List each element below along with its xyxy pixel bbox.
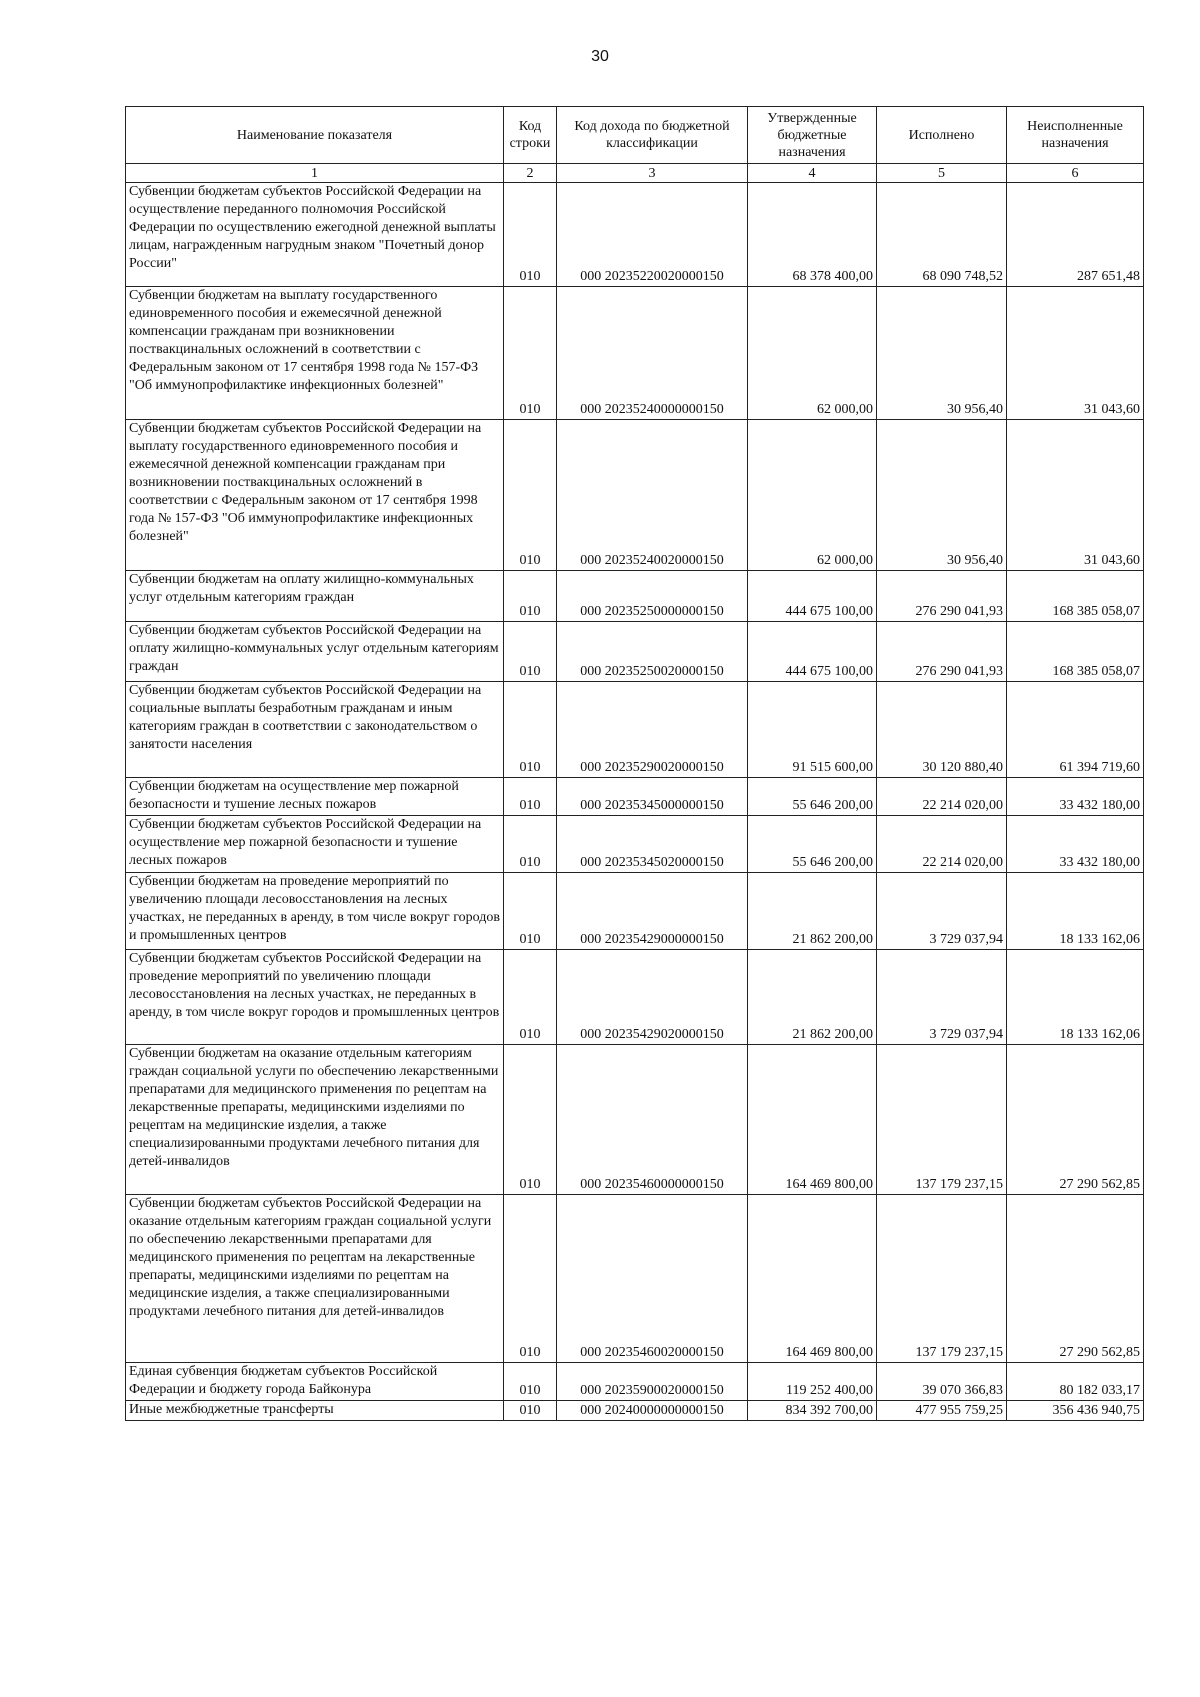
header-indicator-name: Наименование показателя [126,107,504,164]
line-code: 010 [504,873,557,950]
table-row [126,816,1144,873]
table-row [126,873,1144,950]
unexecuted-amount: 27 290 562,85 [1007,1195,1144,1363]
indicator-name: Единая субвенция бюджетам субъектов Российской Федерации и бюджету города Байконура [126,1363,504,1401]
approved-amount: 444 675 100,00 [748,622,877,682]
indicator-name: Субвенции бюджетам субъектов Российской Федерации на осуществление мер пожарной безопасности и тушение лесных пожаров [126,816,504,873]
executed-amount: 22 214 020,00 [877,778,1007,816]
unexecuted-amount: 168 385 058,07 [1007,622,1144,682]
unexecuted-amount: 31 043,60 [1007,420,1144,571]
line-code: 010 [504,287,557,420]
header-executed: Исполнено [877,107,1007,164]
unexecuted-amount: 356 436 940,75 [1007,1401,1144,1421]
indicator-name: Субвенции бюджетам субъектов Российской Федерации на проведение мероприятий по увеличению площади лесовосстановления на лесных участках, не переданных в аренду, в том числе вокруг городов и промышленных центров [126,950,504,1045]
approved-amount: 68 378 400,00 [748,183,877,287]
income-code: 000 20235900020000150 [557,1363,748,1401]
indicator-name: Субвенции бюджетам субъектов Российской Федерации на выплату государственного единовременного пособия и ежемесячной денежной компенсации гражданам при возникновении поствакцинальных осложнений в соответствии с Федеральным законом от 17 сентября 1998 года № 157-ФЗ "Об иммунопрофилактике инфекционных болезней" [126,420,504,571]
line-code: 010 [504,816,557,873]
header-unexecuted: Неисполненные назначения [1007,107,1144,164]
approved-amount: 164 469 800,00 [748,1195,877,1363]
indicator-name: Субвенции бюджетам на выплату государственного единовременного пособия и ежемесячной денежной компенсации гражданам при возникновении поствакцинальных осложнений в соответствии с Федеральным законом от 17 сентября 1998 года № 157-ФЗ "Об иммунопрофилактике инфекционных болезней" [126,287,504,420]
header-row [126,107,1144,164]
line-code: 010 [504,1401,557,1421]
executed-amount: 3 729 037,94 [877,950,1007,1045]
line-code: 010 [504,1363,557,1401]
indicator-name: Субвенции бюджетам субъектов Российской Федерации на осуществление переданного полномочия Российской Федерации по осуществлению ежегодной денежной выплаты лицам, награжденным нагрудным знаком "Почетный донор России" [126,183,504,287]
line-code: 010 [504,950,557,1045]
table-row [126,1045,1144,1195]
indicator-name: Субвенции бюджетам на проведение мероприятий по увеличению площади лесовосстановления на лесных участках, не переданных в аренду, в том числе вокруг городов и промышленных центров [126,873,504,950]
line-code: 010 [504,420,557,571]
table-row [126,1401,1144,1421]
line-code: 010 [504,682,557,778]
approved-amount: 834 392 700,00 [748,1401,877,1421]
table-row [126,183,1144,287]
indicator-name: Иные межбюджетные трансферты [126,1401,504,1421]
income-code: 000 20235240000000150 [557,287,748,420]
unexecuted-amount: 168 385 058,07 [1007,571,1144,622]
table-row [126,1195,1144,1363]
unexecuted-amount: 18 133 162,06 [1007,873,1144,950]
income-code: 000 20235345000000150 [557,778,748,816]
executed-amount: 276 290 041,93 [877,622,1007,682]
indicator-name: Субвенции бюджетам субъектов Российской Федерации на социальные выплаты безработным гражданам и иным категориям граждан в соответствии с законодательством о занятости населения [126,682,504,778]
indicator-name: Субвенции бюджетам на осуществление мер пожарной безопасности и тушение лесных пожаров [126,778,504,816]
executed-amount: 22 214 020,00 [877,816,1007,873]
line-code: 010 [504,1195,557,1363]
executed-amount: 30 956,40 [877,287,1007,420]
income-code: 000 20235240020000150 [557,420,748,571]
indicator-name: Субвенции бюджетам субъектов Российской Федерации на оплату жилищно-коммунальных услуг отдельным категориям граждан [126,622,504,682]
column-number: 1 [126,164,504,183]
table-row [126,420,1144,571]
executed-amount: 276 290 041,93 [877,571,1007,622]
line-code: 010 [504,622,557,682]
executed-amount: 477 955 759,25 [877,1401,1007,1421]
indicator-name: Субвенции бюджетам субъектов Российской Федерации на оказание отдельным категориям граждан социальной услуги по обеспечению лекарственными препаратами для медицинского применения по рецептам на лекарственные препараты, медицинскими изделиями по рецептам на медицинские изделия, а также специализированными продуктами лечебного питания для детей-инвалидов [126,1195,504,1363]
executed-amount: 30 120 880,40 [877,682,1007,778]
page-number: 30 [591,48,609,65]
executed-amount: 3 729 037,94 [877,873,1007,950]
approved-amount: 62 000,00 [748,287,877,420]
approved-amount: 444 675 100,00 [748,571,877,622]
approved-amount: 55 646 200,00 [748,778,877,816]
executed-amount: 137 179 237,15 [877,1045,1007,1195]
approved-amount: 55 646 200,00 [748,816,877,873]
table-row [126,287,1144,420]
executed-amount: 39 070 366,83 [877,1363,1007,1401]
table-row [126,778,1144,816]
line-code: 010 [504,571,557,622]
unexecuted-amount: 61 394 719,60 [1007,682,1144,778]
table-row [126,571,1144,622]
unexecuted-amount: 33 432 180,00 [1007,816,1144,873]
approved-amount: 91 515 600,00 [748,682,877,778]
income-code: 000 20235429020000150 [557,950,748,1045]
column-number: 2 [504,164,557,183]
income-code: 000 20235460000000150 [557,1045,748,1195]
header-income-code: Код дохода по бюджетной классификации [557,107,748,164]
executed-amount: 68 090 748,52 [877,183,1007,287]
income-code: 000 20235220020000150 [557,183,748,287]
unexecuted-amount: 80 182 033,17 [1007,1363,1144,1401]
income-code: 000 20235250020000150 [557,622,748,682]
budget-execution-table [125,106,1144,1421]
income-code: 000 20235290020000150 [557,682,748,778]
approved-amount: 164 469 800,00 [748,1045,877,1195]
column-number-row [126,164,1144,183]
table-row [126,1363,1144,1401]
unexecuted-amount: 27 290 562,85 [1007,1045,1144,1195]
column-number: 6 [1007,164,1144,183]
income-code: 000 20235429000000150 [557,873,748,950]
table-row [126,622,1144,682]
unexecuted-amount: 31 043,60 [1007,287,1144,420]
header-line-code: Код строки [504,107,557,164]
income-code: 000 20235460020000150 [557,1195,748,1363]
header-approved: Утвержденные бюджетные назначения [748,107,877,164]
income-code: 000 20235345020000150 [557,816,748,873]
column-number: 3 [557,164,748,183]
executed-amount: 30 956,40 [877,420,1007,571]
column-number: 4 [748,164,877,183]
indicator-name: Субвенции бюджетам на оплату жилищно-коммунальных услуг отдельным категориям граждан [126,571,504,622]
line-code: 010 [504,778,557,816]
approved-amount: 62 000,00 [748,420,877,571]
line-code: 010 [504,183,557,287]
line-code: 010 [504,1045,557,1195]
income-code: 000 20240000000000150 [557,1401,748,1421]
unexecuted-amount: 287 651,48 [1007,183,1144,287]
executed-amount: 137 179 237,15 [877,1195,1007,1363]
unexecuted-amount: 33 432 180,00 [1007,778,1144,816]
income-code: 000 20235250000000150 [557,571,748,622]
unexecuted-amount: 18 133 162,06 [1007,950,1144,1045]
indicator-name: Субвенции бюджетам на оказание отдельным категориям граждан социальной услуги по обеспечению лекарственными препаратами для медицинского применения по рецептам на лекарственные препараты, медицинскими изделиями по рецептам на медицинские изделия, а также специализированными продуктами лечебного питания для детей-инвалидов [126,1045,504,1195]
approved-amount: 119 252 400,00 [748,1363,877,1401]
column-number: 5 [877,164,1007,183]
approved-amount: 21 862 200,00 [748,873,877,950]
table-row [126,950,1144,1045]
approved-amount: 21 862 200,00 [748,950,877,1045]
table-row [126,682,1144,778]
